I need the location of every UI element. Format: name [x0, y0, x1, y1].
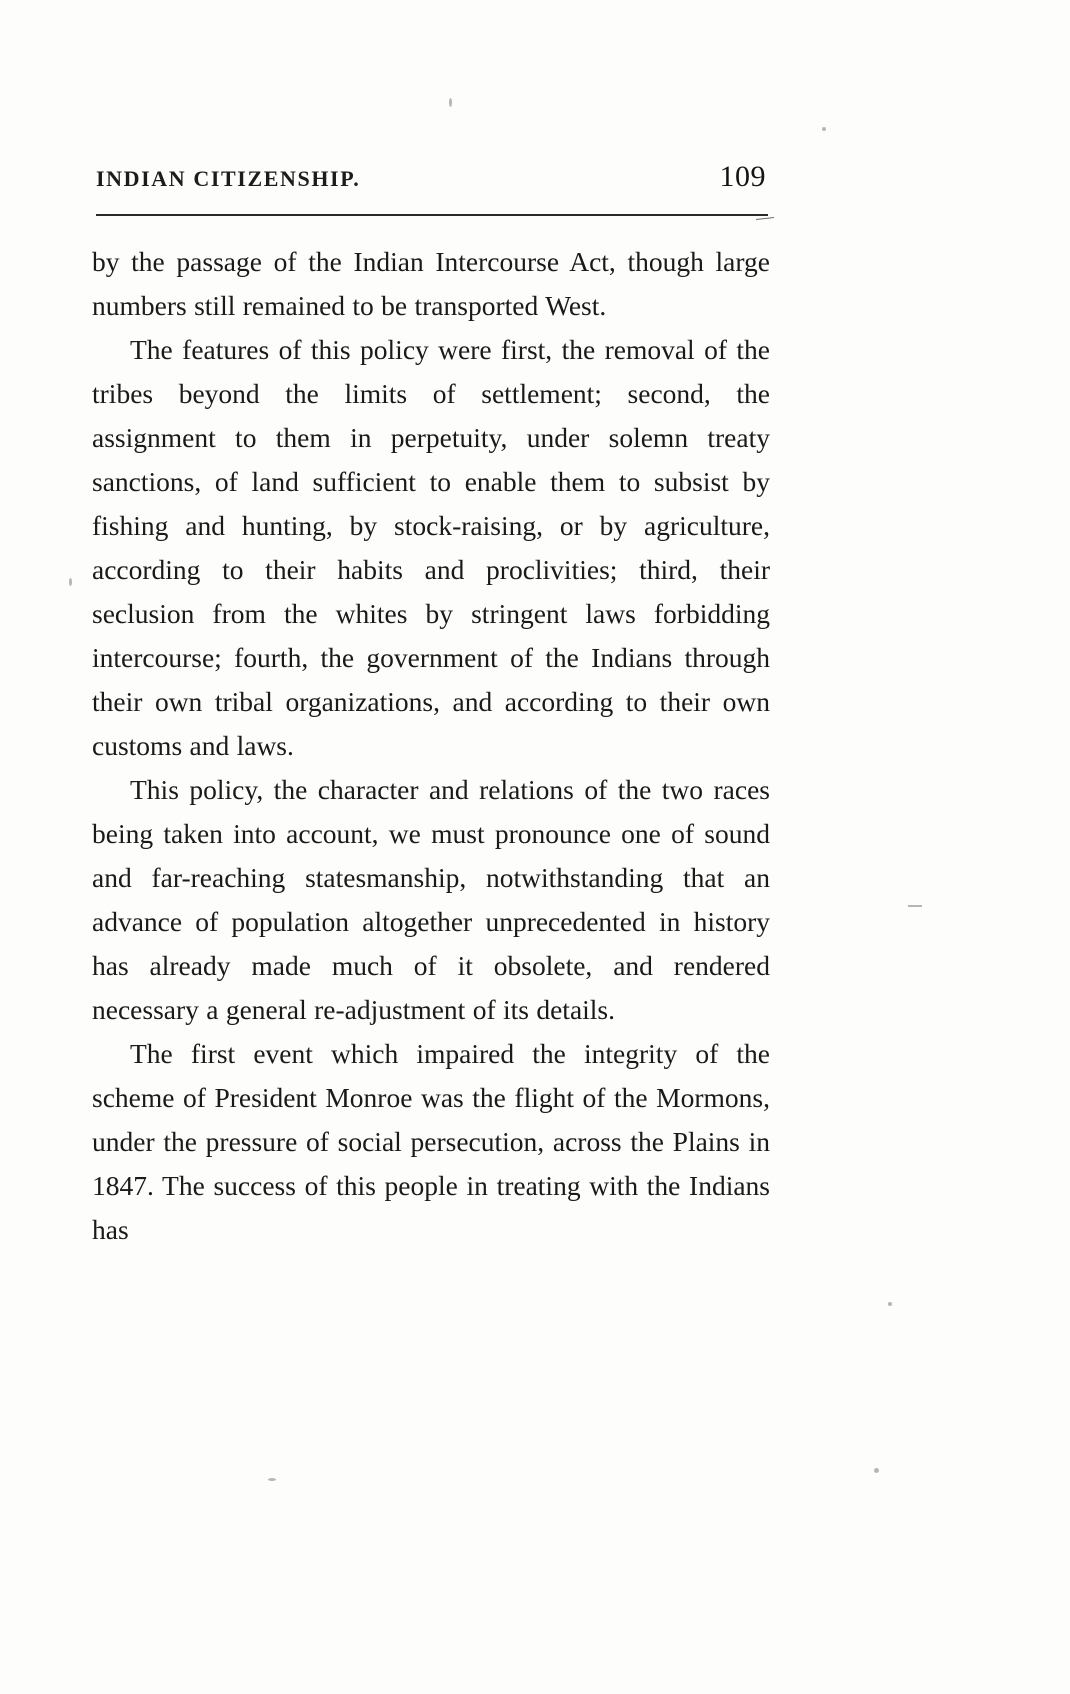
scan-speck: [888, 1302, 892, 1306]
body-text: [92, 240, 770, 1252]
paragraph: The features of this policy were first, the removal of the tribes beyond the limits of settlement; second, the assignment to them in perpetuity, under solemn treaty sanctions, of land sufficient to enable them to subsist by fishing and hunting, by stock-raising, or by agriculture, according to their habits and proclivities; third, their seclusion from the whites by stringent laws forbidding intercourse; fourth, the government of the Indians through their own tribal organizations, and according to their own customs and laws.: [92, 334, 770, 761]
scan-speck: [268, 1478, 276, 1481]
scan-speck: [908, 905, 922, 907]
header-rule: [96, 214, 768, 216]
scan-speck: [874, 1468, 879, 1473]
scan-speck: [69, 578, 72, 586]
page-header: [96, 160, 766, 194]
paragraph: The first event which impaired the integrity of the scheme of President Monroe was the flight of the Mormons, under the pressure of social persecution, across the Plains in 1847. The success of this people in treating with the Indians has: [92, 1038, 770, 1245]
scan-speck: [822, 127, 826, 131]
page-number: 109: [719, 160, 766, 193]
scan-speck: [449, 98, 452, 107]
running-head: INDIAN CITIZENSHIP.: [96, 166, 361, 191]
paragraph: This policy, the character and relations of the two races being taken into account, we must pronounce one of sound and far-reaching statesmanship, notwithstanding that an advance of population altogether unprecedented in history has already made much of it obsolete, and rendered necessary a general re-adjustment of its details.: [92, 774, 770, 1025]
paragraph: by the passage of the Indian Intercourse Act, though large numbers still remained to be transported West.: [92, 246, 770, 321]
